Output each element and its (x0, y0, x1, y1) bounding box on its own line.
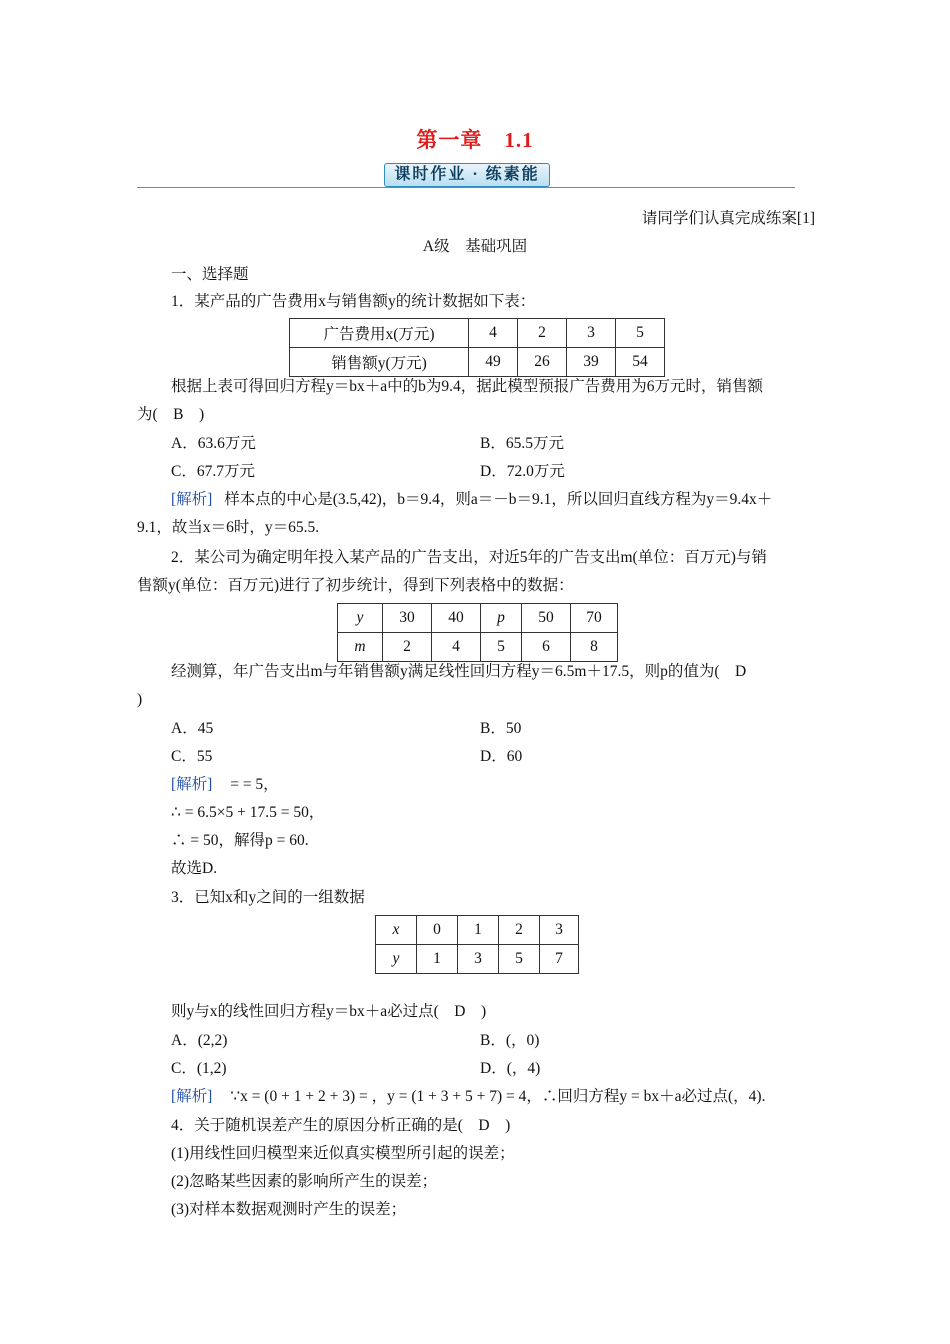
table-cell: 39 (567, 348, 616, 377)
q1-analysis-text: 样本点的中心是(3.5,42)，b＝9.4，则a＝－b＝9.1，所以回归直线方程为y＝9.4x＋ (224, 491, 773, 508)
section-banner: 课时作业 · 练素能 (384, 163, 550, 187)
table-cell: 26 (518, 348, 567, 377)
table-cell: 销售额y(万元) (290, 348, 469, 377)
table-cell: 5 (481, 633, 522, 662)
q1-option-a: A．63.6万元 (171, 435, 256, 452)
q1-text: 根据上表可得回归方程y＝bx＋a中的b为9.4，据此模型预报广告费用为6万元时，销售额 (171, 378, 764, 395)
table-cell: y (338, 604, 383, 633)
q1-answer: 为( B ) (137, 406, 205, 423)
q2-analysis (171, 774, 279, 796)
table-cell: 2 (518, 319, 567, 348)
q3-text: 则y与x的线性回归方程y＝bx＋a必过点( D ) (171, 1003, 487, 1020)
table-cell: 2 (383, 633, 432, 662)
table-cell: 7 (540, 945, 579, 974)
table-row (290, 319, 665, 348)
table-cell: 3 (567, 319, 616, 348)
q1-option-d: D．72.0万元 (480, 463, 565, 480)
q3-stem: 3．已知x和y之间的一组数据 (171, 889, 365, 906)
q3-analysis (171, 1086, 765, 1108)
table-row (376, 916, 579, 945)
q1-analysis (171, 489, 772, 511)
analysis-tag: [解析] (171, 491, 213, 508)
level-heading: A级 基础巩固 (422, 238, 528, 255)
table-row (338, 633, 618, 662)
q2-text: 经测算，年广告支出m与年销售额y满足线性回归方程y＝6.5m＋17.5，则p的值为( D (171, 663, 747, 680)
q4-stem: 4．关于随机误差产生的原因分析正确的是( D ) (171, 1117, 511, 1134)
table-cell: 50 (522, 604, 571, 633)
table-cell: 30 (383, 604, 432, 633)
analysis-tag: [解析] (171, 776, 213, 793)
page-title: 第一章 1.1 (416, 128, 534, 152)
table-cell: 8 (571, 633, 618, 662)
table-cell: m (338, 633, 383, 662)
table-cell: 1 (417, 945, 458, 974)
q1-stem: 1．某产品的广告费用x与销售额y的统计数据如下表： (171, 293, 536, 310)
q2-option-a: A．45 (171, 720, 214, 737)
table-cell: 4 (432, 633, 481, 662)
table-row (376, 945, 579, 974)
q3-analysis-text: ∵x = (0 + 1 + 2 + 3) = ，y = (1 + 3 + 5 + 7) = 4，∴回归方程y = bx＋a必过点(，4). (230, 1088, 766, 1105)
table-cell: 5 (499, 945, 540, 974)
q3-option-b: B．(，0) (480, 1032, 540, 1049)
table-cell: 5 (616, 319, 665, 348)
table-cell: p (481, 604, 522, 633)
q1-table (289, 318, 665, 377)
header-divider (137, 187, 795, 188)
table-row (290, 348, 665, 377)
table-cell: 3 (458, 945, 499, 974)
q3-option-a: A．(2,2) (171, 1032, 228, 1049)
table-cell: 54 (616, 348, 665, 377)
table-row (338, 604, 618, 633)
q2-option-d: D．60 (480, 748, 523, 765)
table-cell: y (376, 945, 417, 974)
table-cell: 3 (540, 916, 579, 945)
table-cell: 0 (417, 916, 458, 945)
q3-option-d: D．(，4) (480, 1060, 541, 1077)
q2-stem-2: 售额y(单位：百万元)进行了初步统计，得到下列表格中的数据： (137, 577, 574, 594)
table-cell: 1 (458, 916, 499, 945)
table-cell: 4 (469, 319, 518, 348)
table-cell: 49 (469, 348, 518, 377)
q2-analysis-text: = = 5， (230, 776, 279, 793)
q2-table (337, 603, 618, 662)
table-cell: x (376, 916, 417, 945)
practice-note: 请同学们认真完成练案[1] (641, 210, 815, 227)
table-cell: 70 (571, 604, 618, 633)
q4-item-1: (1)用线性回归模型来近似真实模型所引起的误差； (171, 1145, 515, 1162)
q2-analysis-text-2: ∴ = 6.5×5 + 17.5 = 50， (171, 804, 325, 821)
table-cell: 广告费用x(万元) (290, 319, 469, 348)
table-cell: 6 (522, 633, 571, 662)
q2-option-b: B．50 (480, 720, 522, 737)
q3-option-c: C．(1,2) (171, 1060, 227, 1077)
q2-stem: 2．某公司为确定明年投入某产品的广告支出，对近5年的广告支出m(单位：百万元)与销 (171, 549, 767, 566)
q1-option-b: B．65.5万元 (480, 435, 564, 452)
q4-item-3: (3)对样本数据观测时产生的误差； (171, 1201, 407, 1218)
table-cell: 2 (499, 916, 540, 945)
analysis-tag: [解析] (171, 1088, 213, 1105)
q2-text-2: ) (137, 691, 143, 708)
q3-table (375, 915, 579, 974)
q2-analysis-text-3: ∴ = 50，解得p = 60. (171, 832, 309, 849)
table-cell: 40 (432, 604, 481, 633)
q1-analysis-text-2: 9.1，故当x＝6时，y＝65.5. (137, 519, 320, 536)
q1-option-c: C．67.7万元 (171, 463, 255, 480)
q2-analysis-text-4: 故选D. (171, 860, 218, 877)
q2-option-c: C．55 (171, 748, 213, 765)
section-heading: 一、选择题 (171, 266, 249, 283)
q4-item-2: (2)忽略某些因素的影响所产生的误差； (171, 1173, 438, 1190)
